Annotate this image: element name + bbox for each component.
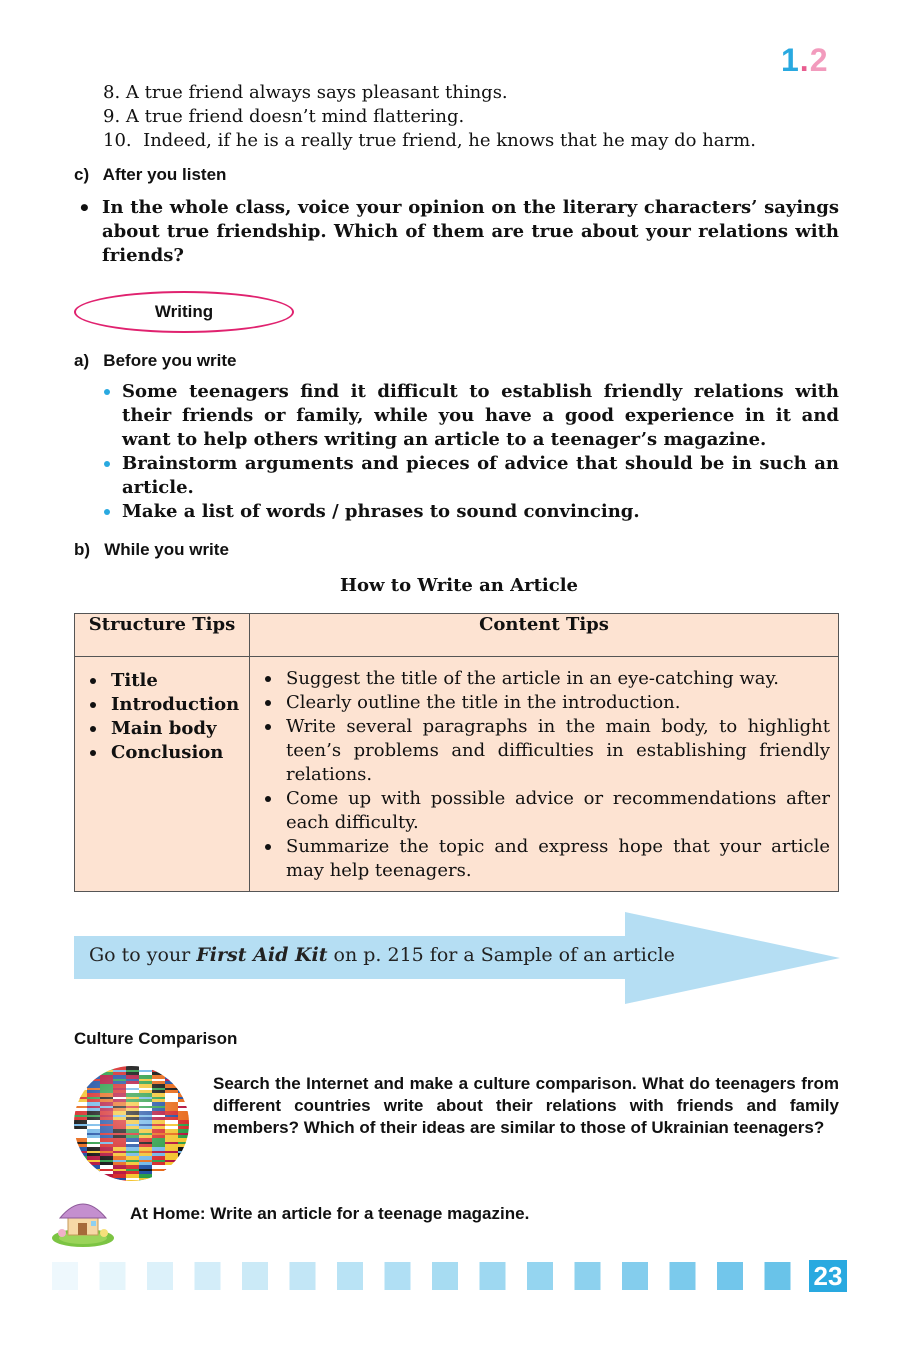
list-item: Main body [87,717,241,741]
flags-globe-icon [74,1066,189,1181]
table-header-row [75,614,839,657]
culture-heading: Culture Comparison [74,1029,238,1048]
structure-tips-cell [75,657,250,892]
before-write-heading: a) Before you write [74,351,237,370]
list-item: Conclusion [87,741,241,765]
column-header-structure: Structure Tips [75,614,250,657]
after-listen-bullet: In the whole class, voice your opinion on the literary characters’ sayings about true friendship. Which of them are true about your relations with friends? [102,197,839,266]
list-item: Introduction [87,693,241,717]
after-listen-heading: c) After you listen [74,165,227,184]
list-item: Some teenagers find it difficult to establish friendly relations with their friends or family, while you have a good experience in it and want to help others writing an article to a teenager’s magazine. [102,380,839,452]
page-number: 23 [809,1260,847,1292]
first-aid-reference: Go to your First Aid Kit on p. 215 for a Sample of an article [89,944,675,966]
list-item: 9. A true friend doesn’t mind flattering. [103,106,465,127]
before-write-list [102,380,839,524]
list-item: Title [87,669,241,693]
table-title: How to Write an Article [340,575,578,596]
list-item: Write several paragraphs in the main body, to highlight teen’s problems and difficulties in establishing friendly relations. [262,715,830,787]
list-item: 10. Indeed, if he is a really true friend, he knows that he may do harm. [103,130,756,151]
house-icon [50,1188,116,1248]
while-write-heading: b) While you write [74,540,229,559]
column-header-content: Content Tips [250,614,839,657]
list-item: Summarize the topic and express hope that your article may help teenagers. [262,835,830,883]
content-tips-cell [250,657,839,892]
tips-table [74,613,839,892]
culture-task-text: Search the Internet and make a culture comparison. What do teenagers from different countries write about their relations with friends and family members? Which of their ideas are similar to those of Ukrainian teenagers? [213,1074,839,1137]
list-item: Come up with possible advice or recommendations after each difficulty. [262,787,830,835]
list-item: 8. A true friend always says pleasant things. [103,82,508,103]
unit-badge: 1.2 [781,42,829,78]
writing-section-label: Writing [74,291,294,333]
home-task: At Home: Write an article for a teenage magazine. [130,1204,530,1223]
decorative-squares-strip [52,1262,802,1292]
list-item: Clearly outline the title in the introduction. [262,691,830,715]
list-item: Make a list of words / phrases to sound convincing. [102,500,839,524]
list-item: Suggest the title of the article in an eye-catching way. [262,667,830,691]
list-item: Brainstorm arguments and pieces of advice that should be in such an article. [102,452,839,500]
bullet-icon: • [78,196,91,220]
listen-items [103,81,756,153]
table-row [75,657,839,892]
